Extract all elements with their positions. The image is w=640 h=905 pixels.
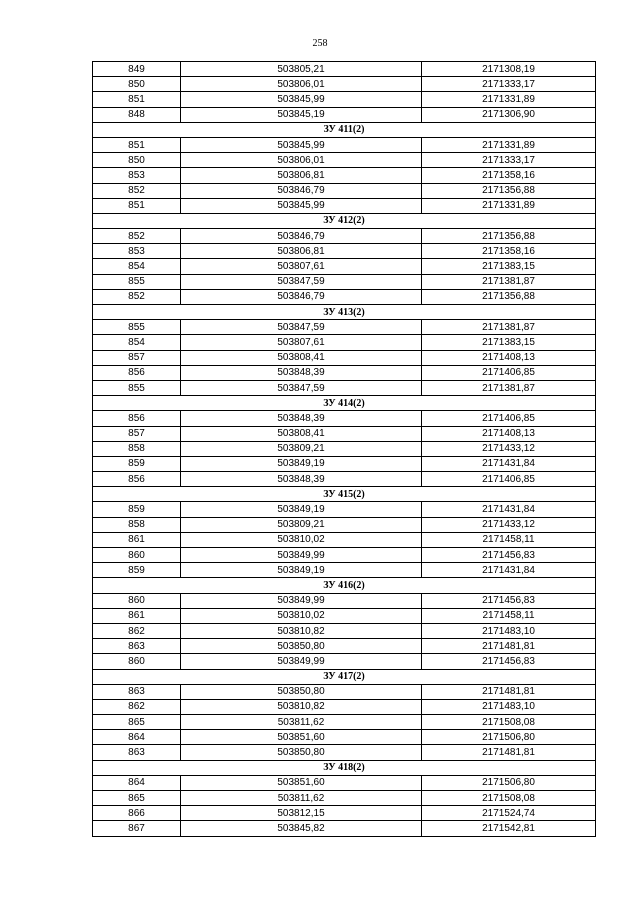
table-row <box>93 183 596 198</box>
point-number-cell: 857 <box>93 426 181 441</box>
table-row <box>93 92 596 107</box>
table-row <box>93 168 596 183</box>
point-number-cell: 861 <box>93 532 181 547</box>
x-coordinate-cell: 503848,39 <box>181 472 422 487</box>
y-coordinate-cell: 2171406,85 <box>422 411 596 426</box>
y-coordinate-cell: 2171358,16 <box>422 168 596 183</box>
x-coordinate-cell: 503806,81 <box>181 244 422 259</box>
x-coordinate-cell: 503850,80 <box>181 639 422 654</box>
section-header-row <box>93 396 596 411</box>
section-title: ЗУ 415(2) <box>93 487 596 502</box>
table-row <box>93 274 596 289</box>
x-coordinate-cell: 503846,79 <box>181 289 422 304</box>
y-coordinate-cell: 2171456,83 <box>422 548 596 563</box>
coordinates-table <box>92 61 596 837</box>
x-coordinate-cell: 503851,60 <box>181 730 422 745</box>
table-row <box>93 608 596 623</box>
point-number-cell: 865 <box>93 715 181 730</box>
y-coordinate-cell: 2171306,90 <box>422 107 596 122</box>
point-number-cell: 856 <box>93 365 181 380</box>
table-row <box>93 472 596 487</box>
table-row <box>93 77 596 92</box>
y-coordinate-cell: 2171433,12 <box>422 441 596 456</box>
y-coordinate-cell: 2171381,87 <box>422 274 596 289</box>
point-number-cell: 860 <box>93 654 181 669</box>
section-title: ЗУ 413(2) <box>93 305 596 320</box>
x-coordinate-cell: 503810,82 <box>181 699 422 714</box>
y-coordinate-cell: 2171542,81 <box>422 821 596 836</box>
point-number-cell: 862 <box>93 699 181 714</box>
x-coordinate-cell: 503808,41 <box>181 426 422 441</box>
section-title: ЗУ 411(2) <box>93 122 596 137</box>
point-number-cell: 865 <box>93 791 181 806</box>
y-coordinate-cell: 2171408,13 <box>422 426 596 441</box>
table-row <box>93 244 596 259</box>
table-row <box>93 715 596 730</box>
table-row <box>93 411 596 426</box>
table-row <box>93 137 596 152</box>
x-coordinate-cell: 503847,59 <box>181 380 422 395</box>
point-number-cell: 860 <box>93 593 181 608</box>
point-number-cell: 860 <box>93 548 181 563</box>
y-coordinate-cell: 2171481,81 <box>422 745 596 760</box>
y-coordinate-cell: 2171431,84 <box>422 456 596 471</box>
section-title: ЗУ 418(2) <box>93 760 596 775</box>
y-coordinate-cell: 2171381,87 <box>422 380 596 395</box>
x-coordinate-cell: 503848,39 <box>181 411 422 426</box>
point-number-cell: 849 <box>93 62 181 77</box>
section-title: ЗУ 414(2) <box>93 396 596 411</box>
x-coordinate-cell: 503809,21 <box>181 441 422 456</box>
table-row <box>93 289 596 304</box>
x-coordinate-cell: 503849,19 <box>181 502 422 517</box>
table-row <box>93 107 596 122</box>
x-coordinate-cell: 503810,02 <box>181 532 422 547</box>
y-coordinate-cell: 2171433,12 <box>422 517 596 532</box>
x-coordinate-cell: 503849,99 <box>181 548 422 563</box>
point-number-cell: 855 <box>93 320 181 335</box>
table-row <box>93 198 596 213</box>
table-row <box>93 517 596 532</box>
x-coordinate-cell: 503808,41 <box>181 350 422 365</box>
y-coordinate-cell: 2171408,13 <box>422 350 596 365</box>
table-row <box>93 350 596 365</box>
x-coordinate-cell: 503810,02 <box>181 608 422 623</box>
table-row <box>93 62 596 77</box>
point-number-cell: 863 <box>93 639 181 654</box>
x-coordinate-cell: 503846,79 <box>181 229 422 244</box>
table-row <box>93 745 596 760</box>
table-row <box>93 639 596 654</box>
table-row <box>93 548 596 563</box>
x-coordinate-cell: 503809,21 <box>181 517 422 532</box>
y-coordinate-cell: 2171406,85 <box>422 365 596 380</box>
point-number-cell: 858 <box>93 441 181 456</box>
table-row <box>93 791 596 806</box>
x-coordinate-cell: 503846,79 <box>181 183 422 198</box>
y-coordinate-cell: 2171481,81 <box>422 684 596 699</box>
y-coordinate-cell: 2171333,17 <box>422 153 596 168</box>
y-coordinate-cell: 2171456,83 <box>422 593 596 608</box>
point-number-cell: 852 <box>93 229 181 244</box>
x-coordinate-cell: 503849,19 <box>181 563 422 578</box>
table-row <box>93 563 596 578</box>
point-number-cell: 863 <box>93 684 181 699</box>
point-number-cell: 862 <box>93 623 181 638</box>
point-number-cell: 852 <box>93 183 181 198</box>
x-coordinate-cell: 503810,82 <box>181 623 422 638</box>
coordinates-table-body <box>93 62 596 837</box>
table-row <box>93 623 596 638</box>
point-number-cell: 859 <box>93 502 181 517</box>
x-coordinate-cell: 503847,59 <box>181 274 422 289</box>
table-row <box>93 320 596 335</box>
x-coordinate-cell: 503806,81 <box>181 168 422 183</box>
point-number-cell: 858 <box>93 517 181 532</box>
x-coordinate-cell: 503807,61 <box>181 259 422 274</box>
y-coordinate-cell: 2171331,89 <box>422 198 596 213</box>
x-coordinate-cell: 503807,61 <box>181 335 422 350</box>
x-coordinate-cell: 503849,99 <box>181 593 422 608</box>
y-coordinate-cell: 2171331,89 <box>422 137 596 152</box>
point-number-cell: 851 <box>93 137 181 152</box>
point-number-cell: 852 <box>93 289 181 304</box>
table-row <box>93 365 596 380</box>
table-row <box>93 456 596 471</box>
table-row <box>93 229 596 244</box>
y-coordinate-cell: 2171358,16 <box>422 244 596 259</box>
section-header-row <box>93 578 596 593</box>
point-number-cell: 864 <box>93 775 181 790</box>
table-row <box>93 426 596 441</box>
y-coordinate-cell: 2171508,08 <box>422 791 596 806</box>
table-row <box>93 775 596 790</box>
table-row <box>93 532 596 547</box>
point-number-cell: 856 <box>93 472 181 487</box>
table-row <box>93 502 596 517</box>
point-number-cell: 854 <box>93 335 181 350</box>
point-number-cell: 850 <box>93 77 181 92</box>
point-number-cell: 855 <box>93 274 181 289</box>
y-coordinate-cell: 2171356,88 <box>422 229 596 244</box>
point-number-cell: 863 <box>93 745 181 760</box>
table-row <box>93 153 596 168</box>
y-coordinate-cell: 2171506,80 <box>422 730 596 745</box>
page-number: 258 <box>312 38 328 49</box>
x-coordinate-cell: 503845,82 <box>181 821 422 836</box>
x-coordinate-cell: 503845,99 <box>181 198 422 213</box>
table-row <box>93 335 596 350</box>
y-coordinate-cell: 2171308,19 <box>422 62 596 77</box>
table-row <box>93 684 596 699</box>
point-number-cell: 855 <box>93 380 181 395</box>
x-coordinate-cell: 503849,99 <box>181 654 422 669</box>
y-coordinate-cell: 2171431,84 <box>422 502 596 517</box>
table-row <box>93 699 596 714</box>
table-row <box>93 806 596 821</box>
x-coordinate-cell: 503811,62 <box>181 715 422 730</box>
point-number-cell: 856 <box>93 411 181 426</box>
x-coordinate-cell: 503849,19 <box>181 456 422 471</box>
y-coordinate-cell: 2171506,80 <box>422 775 596 790</box>
x-coordinate-cell: 503811,62 <box>181 791 422 806</box>
y-coordinate-cell: 2171483,10 <box>422 699 596 714</box>
point-number-cell: 853 <box>93 244 181 259</box>
section-title: ЗУ 417(2) <box>93 669 596 684</box>
point-number-cell: 867 <box>93 821 181 836</box>
x-coordinate-cell: 503806,01 <box>181 153 422 168</box>
section-title: ЗУ 412(2) <box>93 213 596 228</box>
x-coordinate-cell: 503848,39 <box>181 365 422 380</box>
y-coordinate-cell: 2171458,11 <box>422 532 596 547</box>
x-coordinate-cell: 503845,99 <box>181 92 422 107</box>
y-coordinate-cell: 2171383,15 <box>422 259 596 274</box>
y-coordinate-cell: 2171456,83 <box>422 654 596 669</box>
point-number-cell: 859 <box>93 456 181 471</box>
point-number-cell: 857 <box>93 350 181 365</box>
table-row <box>93 380 596 395</box>
point-number-cell: 848 <box>93 107 181 122</box>
y-coordinate-cell: 2171406,85 <box>422 472 596 487</box>
section-header-row <box>93 122 596 137</box>
point-number-cell: 859 <box>93 563 181 578</box>
section-header-row <box>93 669 596 684</box>
y-coordinate-cell: 2171356,88 <box>422 289 596 304</box>
x-coordinate-cell: 503845,99 <box>181 137 422 152</box>
section-header-row <box>93 760 596 775</box>
table-row <box>93 441 596 456</box>
table-row <box>93 259 596 274</box>
y-coordinate-cell: 2171383,15 <box>422 335 596 350</box>
x-coordinate-cell: 503812,15 <box>181 806 422 821</box>
y-coordinate-cell: 2171381,87 <box>422 320 596 335</box>
point-number-cell: 866 <box>93 806 181 821</box>
x-coordinate-cell: 503845,19 <box>181 107 422 122</box>
x-coordinate-cell: 503806,01 <box>181 77 422 92</box>
point-number-cell: 864 <box>93 730 181 745</box>
y-coordinate-cell: 2171356,88 <box>422 183 596 198</box>
x-coordinate-cell: 503850,80 <box>181 745 422 760</box>
point-number-cell: 851 <box>93 198 181 213</box>
point-number-cell: 861 <box>93 608 181 623</box>
y-coordinate-cell: 2171483,10 <box>422 623 596 638</box>
y-coordinate-cell: 2171508,08 <box>422 715 596 730</box>
x-coordinate-cell: 503847,59 <box>181 320 422 335</box>
y-coordinate-cell: 2171481,81 <box>422 639 596 654</box>
y-coordinate-cell: 2171431,84 <box>422 563 596 578</box>
section-header-row <box>93 213 596 228</box>
table-row <box>93 593 596 608</box>
point-number-cell: 850 <box>93 153 181 168</box>
section-header-row <box>93 487 596 502</box>
x-coordinate-cell: 503805,21 <box>181 62 422 77</box>
table-row <box>93 730 596 745</box>
y-coordinate-cell: 2171331,89 <box>422 92 596 107</box>
table-row <box>93 654 596 669</box>
x-coordinate-cell: 503850,80 <box>181 684 422 699</box>
point-number-cell: 851 <box>93 92 181 107</box>
point-number-cell: 854 <box>93 259 181 274</box>
y-coordinate-cell: 2171333,17 <box>422 77 596 92</box>
y-coordinate-cell: 2171458,11 <box>422 608 596 623</box>
x-coordinate-cell: 503851,60 <box>181 775 422 790</box>
section-title: ЗУ 416(2) <box>93 578 596 593</box>
point-number-cell: 853 <box>93 168 181 183</box>
y-coordinate-cell: 2171524,74 <box>422 806 596 821</box>
table-row <box>93 821 596 836</box>
section-header-row <box>93 305 596 320</box>
